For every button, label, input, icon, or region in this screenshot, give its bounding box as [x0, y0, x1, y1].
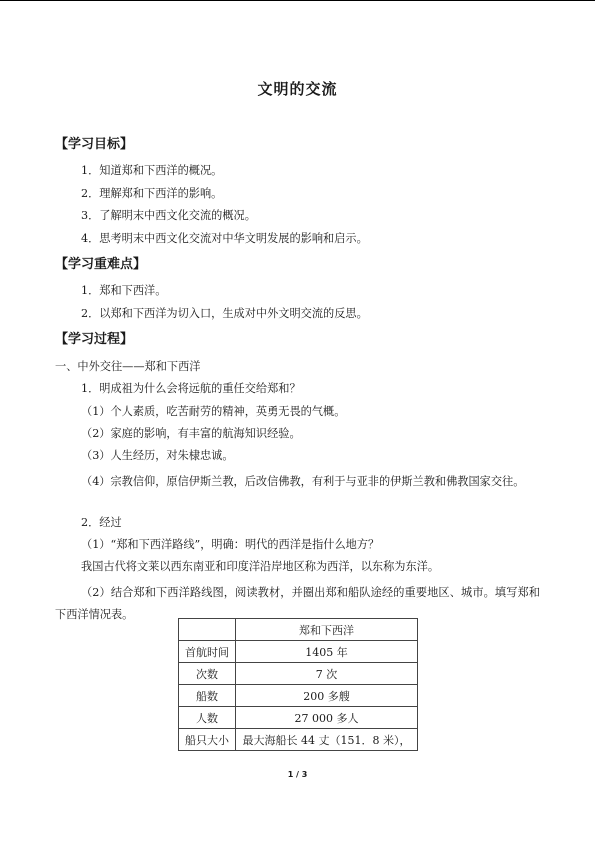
- page-top-border: [0, 0, 595, 1]
- table-row: [179, 685, 418, 707]
- table-header-row: [179, 619, 418, 641]
- part1-title: 一、中外交往——郑和下西洋: [55, 360, 201, 373]
- table-row-label: 船数: [179, 685, 236, 707]
- table-row: [179, 707, 418, 729]
- reason-2: （2）家庭的影响，有丰富的航海知识经验。: [81, 427, 301, 440]
- goal-item-2: 2．理解郑和下西洋的影响。: [81, 187, 223, 200]
- reason-1: （1）个人素质，吃苦耐劳的精神，英勇无畏的气概。: [81, 405, 346, 418]
- table-row-value: 200 多艘: [236, 685, 418, 707]
- sub-question-2: （2）结合郑和下西洋路线图，阅读教材，并圈出郑和船队途经的重要地区、城市。填写郑和下西洋情况表。: [55, 586, 540, 621]
- sub-question-1: （1）“郑和下西洋路线”，明确：明代的西洋是指什么地方？: [81, 538, 380, 551]
- table-header-empty-cell: [179, 619, 236, 641]
- page-number: 1 / 3: [287, 770, 308, 779]
- table-row-label: 船只大小: [179, 729, 236, 751]
- section-heading-process: 【学习过程】: [55, 332, 134, 347]
- table-row-value: 27 000 多人: [236, 707, 418, 729]
- table-row: [179, 641, 418, 663]
- table-row: [179, 663, 418, 685]
- section-heading-goals: 【学习目标】: [55, 137, 134, 152]
- table-row-label: 次数: [179, 663, 236, 685]
- goal-item-3: 3．了解明末中西文化交流的概况。: [81, 209, 256, 222]
- table-row-label: 人数: [179, 707, 236, 729]
- table-header-cell: 郑和下西洋: [236, 619, 418, 641]
- section-heading-keypoints: 【学习重难点】: [55, 257, 147, 272]
- sub-question-1-answer: 我国古代将文莱以西东南亚和印度洋沿岸地区称为西洋，以东称为东洋。: [81, 560, 440, 573]
- goal-item-1: 1．知道郑和下西洋的概况。: [81, 164, 223, 177]
- table-row-value: 7 次: [236, 663, 418, 685]
- question-1: 1．明成祖为什么会将远航的重任交给郑和？: [81, 382, 301, 395]
- table-row-label: 首航时间: [179, 641, 236, 663]
- document-title: 文明的交流: [257, 80, 338, 98]
- keypoint-item-2: 2．以郑和下西洋为切入口，生成对中外文明交流的反思。: [81, 307, 368, 320]
- goal-item-4: 4．思考明末中西文化交流对中华文明发展的影响和启示。: [81, 232, 368, 245]
- keypoint-item-1: 1．郑和下西洋。: [81, 284, 167, 297]
- reason-4: （4）宗教信仰，原信伊斯兰教，后改信佛教，有利于与亚非的伊斯兰教和佛教国家交往。: [81, 475, 525, 488]
- table-row-value: 1405 年: [236, 641, 418, 663]
- table-row: [179, 729, 418, 751]
- reason-3: （3）人生经历，对朱棣忠诚。: [81, 449, 234, 462]
- question-2: 2．经过: [81, 516, 122, 529]
- zhenghe-voyage-table: [178, 618, 418, 751]
- table-row-value: 最大海船长 44 丈（151．8 米），: [236, 729, 418, 751]
